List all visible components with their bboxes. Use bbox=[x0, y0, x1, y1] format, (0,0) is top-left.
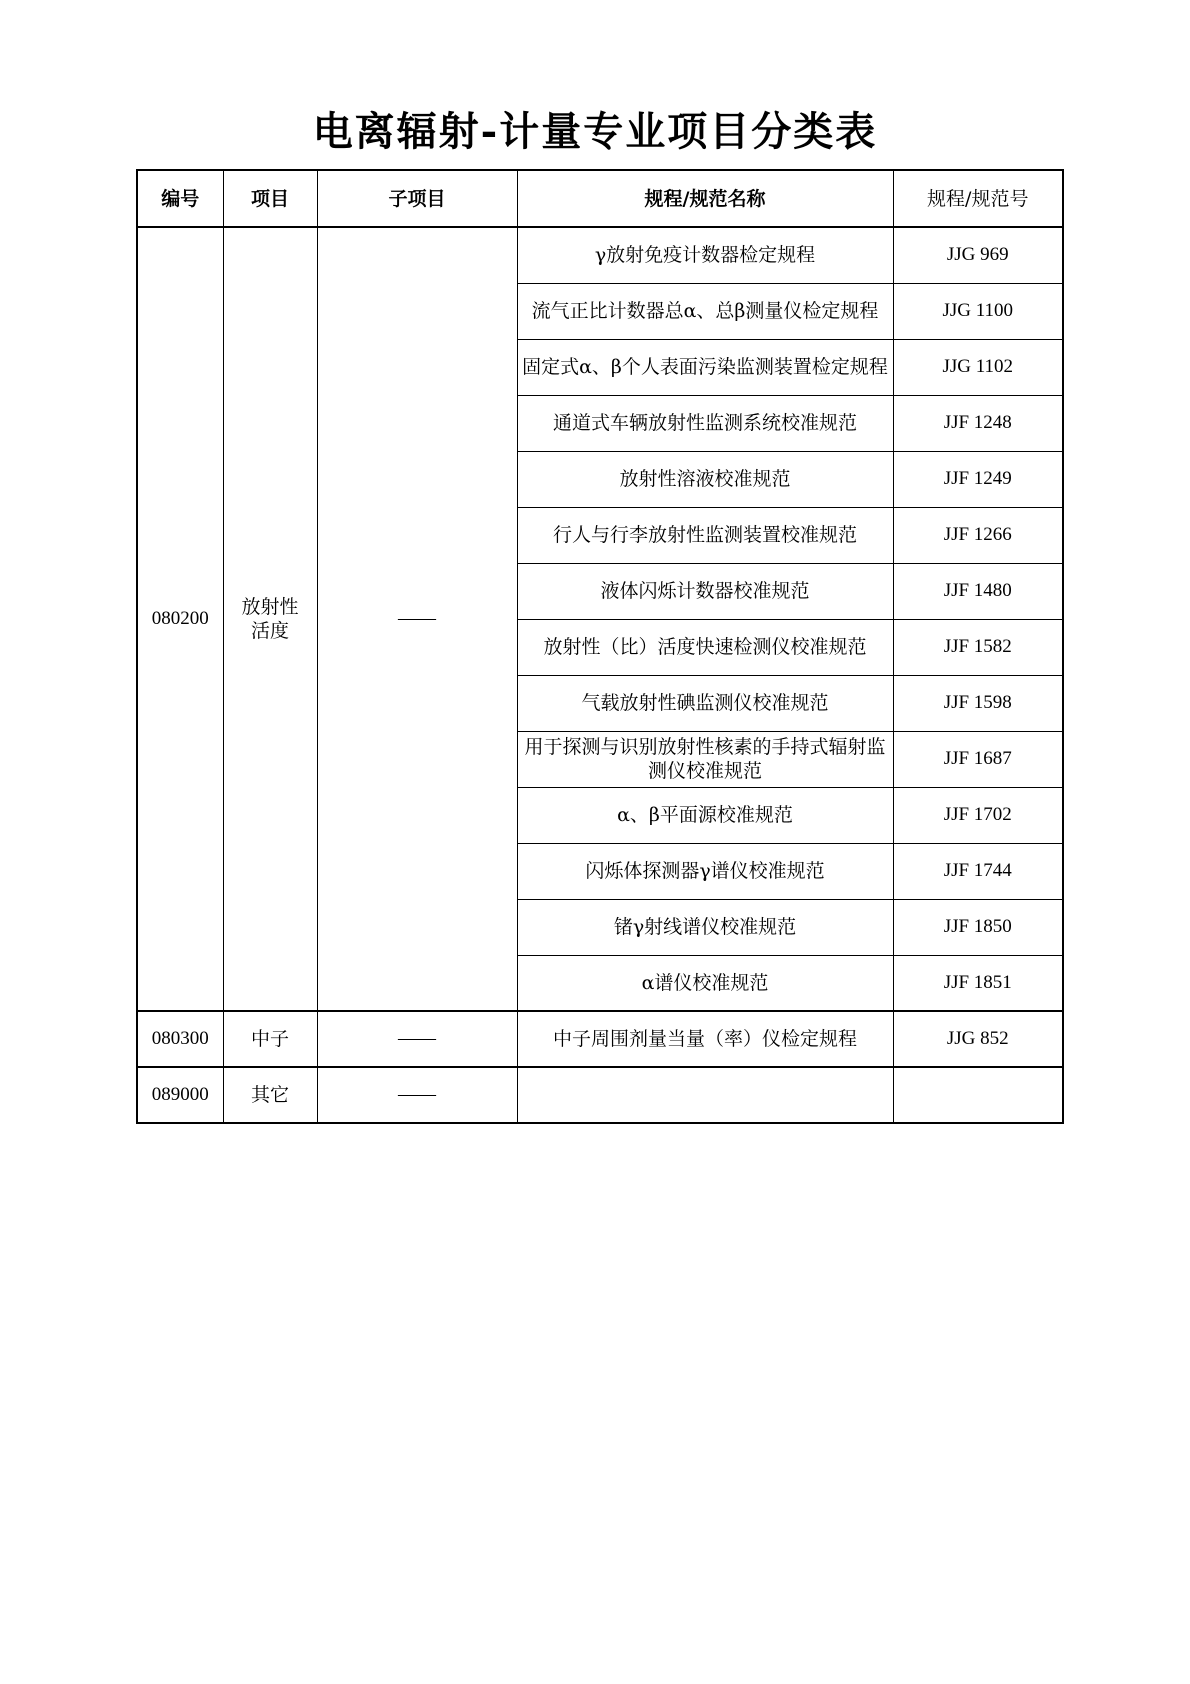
group-subitem: —— bbox=[317, 1011, 517, 1067]
regulation-name: α谱仪校准规范 bbox=[517, 955, 893, 1011]
regulation-name: 通道式车辆放射性监测系统校准规范 bbox=[517, 395, 893, 451]
table-row bbox=[137, 1011, 1063, 1067]
regulation-number: JJG 852 bbox=[893, 1011, 1063, 1067]
classification-table bbox=[136, 169, 1064, 1124]
regulation-number: JJF 1582 bbox=[893, 619, 1063, 675]
regulation-number: JJF 1687 bbox=[893, 731, 1063, 787]
regulation-name: 用于探测与识别放射性核素的手持式辐射监测仪校准规范 bbox=[517, 731, 893, 787]
regulation-name: 闪烁体探测器γ谱仪校准规范 bbox=[517, 843, 893, 899]
regulation-name: 液体闪烁计数器校准规范 bbox=[517, 563, 893, 619]
regulation-name: 流气正比计数器总α、总β测量仪检定规程 bbox=[517, 283, 893, 339]
regulation-name: γ放射免疫计数器检定规程 bbox=[517, 227, 893, 283]
header-code: 编号 bbox=[137, 170, 223, 227]
regulation-name: 固定式α、β个人表面污染监测装置检定规程 bbox=[517, 339, 893, 395]
group-subitem: —— bbox=[317, 227, 517, 1011]
regulation-number: JJF 1850 bbox=[893, 899, 1063, 955]
group-code: 089000 bbox=[137, 1067, 223, 1123]
group-item: 其它 bbox=[223, 1067, 317, 1123]
header-item: 项目 bbox=[223, 170, 317, 227]
regulation-number bbox=[893, 1067, 1063, 1123]
regulation-name bbox=[517, 1067, 893, 1123]
regulation-number: JJG 1100 bbox=[893, 283, 1063, 339]
regulation-name: 放射性（比）活度快速检测仪校准规范 bbox=[517, 619, 893, 675]
regulation-name: 锗γ射线谱仪校准规范 bbox=[517, 899, 893, 955]
regulation-number: JJF 1851 bbox=[893, 955, 1063, 1011]
regulation-name: 气载放射性碘监测仪校准规范 bbox=[517, 675, 893, 731]
group-item: 放射性 活度 bbox=[223, 227, 317, 1011]
header-subitem: 子项目 bbox=[317, 170, 517, 227]
regulation-number: JJF 1248 bbox=[893, 395, 1063, 451]
regulation-number: JJF 1266 bbox=[893, 507, 1063, 563]
header-std: 规程/规范号 bbox=[893, 170, 1063, 227]
page-title: 电离辐射-计量专业项目分类表 bbox=[312, 108, 878, 155]
regulation-number: JJF 1480 bbox=[893, 563, 1063, 619]
regulation-name: α、β平面源校准规范 bbox=[517, 787, 893, 843]
group-code: 080200 bbox=[137, 227, 223, 1011]
regulation-number: JJG 1102 bbox=[893, 339, 1063, 395]
regulation-number: JJF 1744 bbox=[893, 843, 1063, 899]
group-code: 080300 bbox=[137, 1011, 223, 1067]
table-body bbox=[137, 227, 1063, 1123]
group-item: 中子 bbox=[223, 1011, 317, 1067]
table-row bbox=[137, 227, 1063, 283]
regulation-name: 放射性溶液校准规范 bbox=[517, 451, 893, 507]
group-subitem: —— bbox=[317, 1067, 517, 1123]
table-row bbox=[137, 1067, 1063, 1123]
regulation-number: JJF 1598 bbox=[893, 675, 1063, 731]
regulation-number: JJF 1249 bbox=[893, 451, 1063, 507]
regulation-number: JJF 1702 bbox=[893, 787, 1063, 843]
table-header-row bbox=[137, 170, 1063, 227]
regulation-number: JJG 969 bbox=[893, 227, 1063, 283]
header-name: 规程/规范名称 bbox=[517, 170, 893, 227]
regulation-name: 行人与行李放射性监测装置校准规范 bbox=[517, 507, 893, 563]
regulation-name: 中子周围剂量当量（率）仪检定规程 bbox=[517, 1011, 893, 1067]
